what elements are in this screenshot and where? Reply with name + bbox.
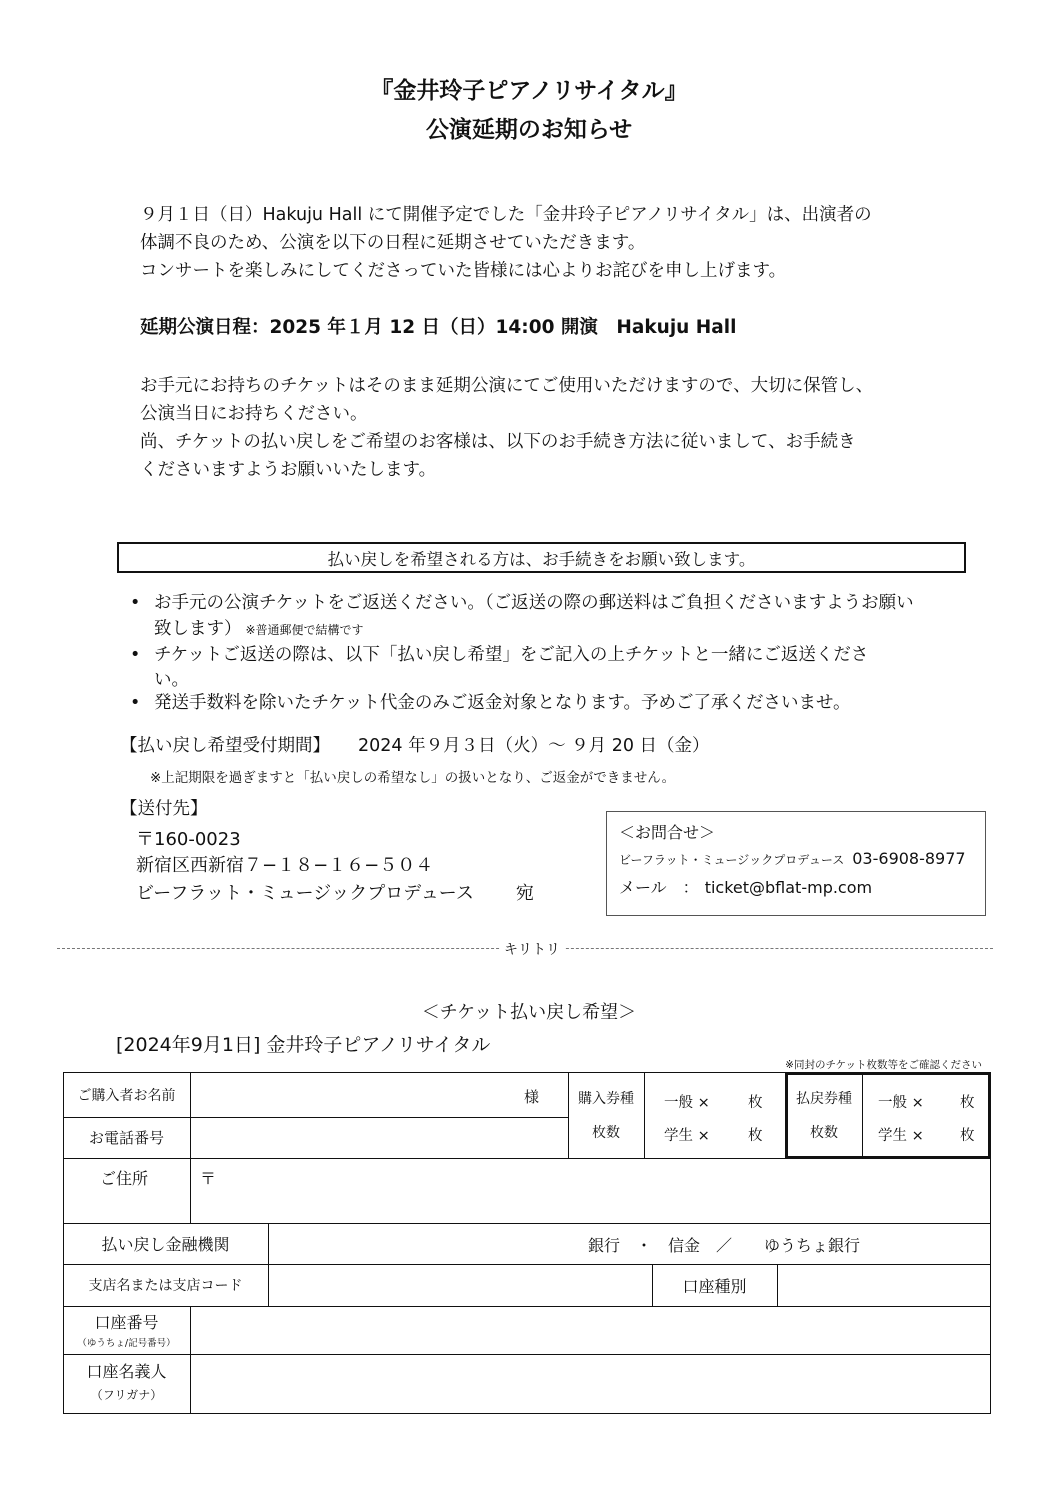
account-type-label: 口座種別 xyxy=(682,1276,747,1296)
refund-type-label: 払戻券種 xyxy=(796,1091,852,1107)
page-title: 『金井玲子ピアノリサイタル』 xyxy=(370,78,688,104)
bullet-item-cont: 致します） ※普通郵便で結構です xyxy=(154,619,364,639)
refund-student[interactable]: 学生 × xyxy=(878,1128,924,1144)
ticket-info-line: くださいますようお願いいたします。 xyxy=(140,460,437,480)
phone-label: お電話番号 xyxy=(88,1129,164,1147)
contact-heading: ＜お問合せ＞ xyxy=(619,823,716,842)
page-subtitle: 公演延期のお知らせ xyxy=(425,117,633,143)
intro-line: 体調不良のため、公演を以下の日程に延期させていただきます。 xyxy=(140,233,646,253)
address-field-label: ご住所 xyxy=(100,1169,149,1188)
cut-label: キリトリ xyxy=(500,939,564,959)
bullet-item: • チケットご返送の際は、以下「払い戻し希望」をご記入の上チケットと一緒にご返送くださ xyxy=(130,642,868,668)
phone-field[interactable] xyxy=(192,1119,567,1157)
address-field[interactable] xyxy=(230,1162,980,1220)
check-note: ※同封のチケット枚数等をご確認ください xyxy=(785,1059,982,1071)
purchase-general-mai: 枚 xyxy=(748,1095,763,1111)
bullet-item-cont: い。 xyxy=(154,670,189,690)
new-date: 延期公演日程：2025 年１月 12 日（日）14:00 開演 Hakuju Hall xyxy=(140,317,737,338)
sama-label: 様 xyxy=(524,1088,540,1106)
refund-period: 【払い戻し希望受付期間】 2024 年９月３日（火）～ ９月 20 日（金） xyxy=(120,736,710,756)
address-label: 【送付先】 xyxy=(120,799,208,819)
period-note: ※上記期限を過ぎますと「払い戻しの希望なし」の扱いとなり、ご返金ができません。 xyxy=(150,770,676,786)
ticket-info-line: お手元にお持ちのチケットはそのまま延期公演にてご使用いただけますので、大切に保管し、 xyxy=(140,376,874,396)
purchase-general[interactable]: 一般 × xyxy=(664,1095,710,1111)
purchase-count-label: 枚数 xyxy=(592,1125,620,1141)
intro-line: コンサートを楽しみにしてくださっていた皆様には心よりお詫びを申し上げます。 xyxy=(140,261,787,281)
bullet-item: • お手元の公演チケットをご返送ください。（ご返送の際の郵送料はご負担くださいますようお願い xyxy=(130,590,914,616)
form-heading: ＜チケット払い戻し希望＞ xyxy=(421,1002,637,1023)
purchase-type-label: 購入券種 xyxy=(578,1091,634,1107)
account-no-label: 口座番号 xyxy=(94,1313,159,1332)
branch-label: 支店名または支店コード xyxy=(88,1278,243,1294)
branch-field[interactable] xyxy=(270,1266,650,1304)
refund-count-label: 枚数 xyxy=(810,1125,838,1141)
name-field[interactable] xyxy=(200,1072,558,1117)
address-zip: 〒160-0023 xyxy=(136,829,241,850)
account-no-field[interactable] xyxy=(192,1308,989,1352)
refund-notice-box xyxy=(117,542,966,573)
bank-label: 払い戻し金融機関 xyxy=(101,1235,230,1254)
form-subtitle: [2024年9月1日] 金井玲子ピアノリサイタル xyxy=(116,1034,491,1056)
address-street: 新宿区西新宿７−１８−１６−５０４ xyxy=(136,855,434,876)
account-no-sub: （ゆうちょ/記号番号） xyxy=(77,1338,176,1349)
holder-sub: （フリガナ） xyxy=(90,1388,163,1402)
ticket-info-line: 公演当日にお持ちください。 xyxy=(140,404,368,424)
bullet-icon: • xyxy=(130,593,141,613)
zip-mark: 〒 xyxy=(200,1169,217,1188)
refund-general[interactable]: 一般 × xyxy=(878,1095,924,1111)
intro-line: ９月１日（日）Hakuju Hall にて開催予定でした「金井玲子ピアノリサイタル」は、出演者の xyxy=(140,205,872,225)
refund-general-mai: 枚 xyxy=(960,1095,975,1111)
bullet-icon: • xyxy=(130,693,141,713)
refund-notice-text: 払い戻しを希望される方は、お手続きをお願い致します。 xyxy=(327,549,756,569)
name-label: ご購入者お名前 xyxy=(77,1087,176,1104)
refund-student-mai: 枚 xyxy=(960,1128,975,1144)
account-type-field[interactable] xyxy=(779,1266,989,1304)
contact-box xyxy=(606,811,986,916)
bullet-icon: • xyxy=(130,645,141,665)
purchase-student[interactable]: 学生 × xyxy=(664,1128,710,1144)
purchase-student-mai: 枚 xyxy=(748,1128,763,1144)
bullet-item: • 発送手数料を除いたチケット代金のみご返金対象となります。予めご了承くださいませ。 xyxy=(130,690,851,716)
ticket-info-line: 尚、チケットの払い戻しをご希望のお客様は、以下のお手続き方法に従いまして、お手続き xyxy=(140,432,856,452)
contact-mail-line: メール ： ticket@bflat-mp.com xyxy=(619,878,873,897)
bank-options[interactable]: 銀行 ・ 信金 ／ ゆうちょ銀行 xyxy=(588,1236,861,1255)
address-company: ビーフラット・ミュージックプロデュース 宛 xyxy=(136,883,534,904)
holder-field[interactable] xyxy=(192,1356,989,1412)
holder-label: 口座名義人 xyxy=(86,1362,167,1381)
contact-phone-line: ビーフラット・ミュージックプロデュース 03-6908-8977 xyxy=(619,849,966,868)
